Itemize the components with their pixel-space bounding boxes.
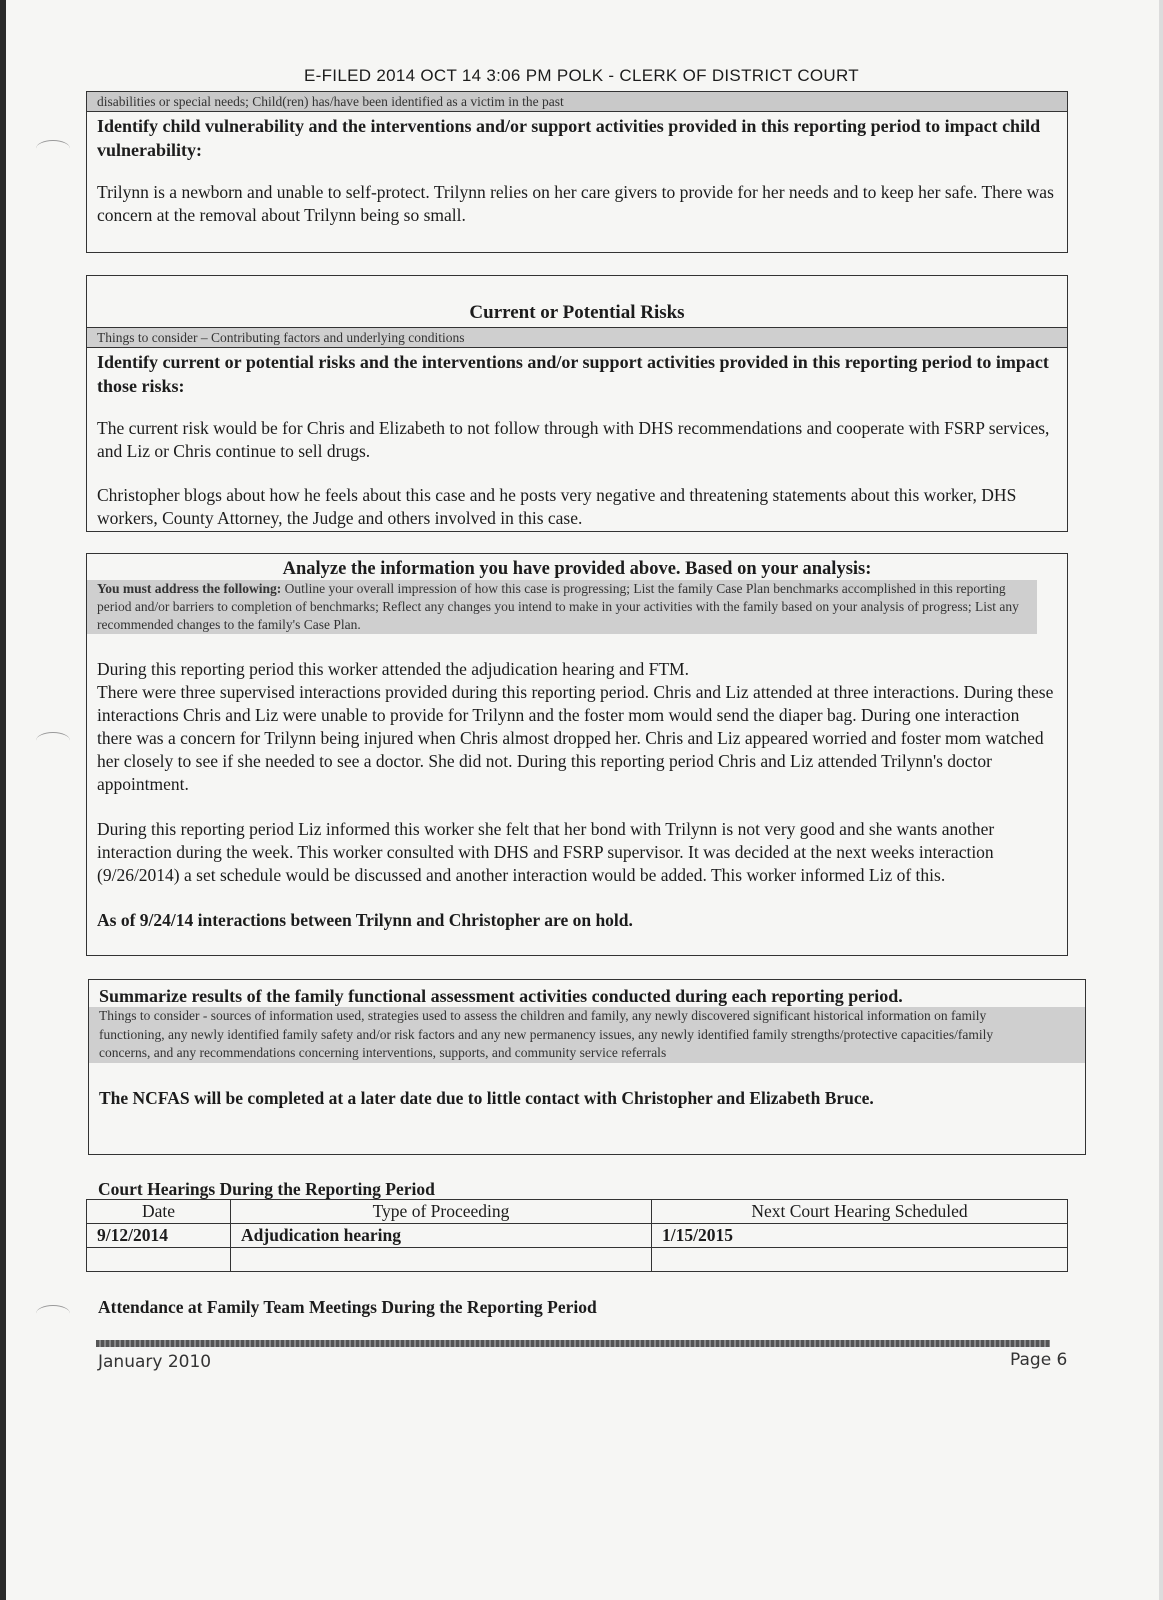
footer-date: January 2010 bbox=[98, 1352, 212, 1372]
table-cell: Adjudication hearing bbox=[231, 1224, 652, 1248]
table-cell bbox=[87, 1248, 231, 1272]
column-header: Date bbox=[87, 1200, 231, 1224]
section-body: The NCFAS will be completed at a later date due to little contact with Christopher and Elizabeth Bruce. bbox=[99, 1087, 874, 1108]
section-question: Identify child vulnerability and the interventions and/or support activities provided in this reporting period to impact child vulnerability: bbox=[97, 116, 1041, 160]
analysis-section bbox=[86, 553, 1068, 956]
scan-edge-right bbox=[1159, 0, 1163, 1600]
column-header: Type of Proceeding bbox=[231, 1200, 652, 1224]
section-title: Current or Potential Risks bbox=[469, 302, 685, 323]
shaded-guidance: Things to consider - sources of information used, strategies used to assess the children and family, any newly discovered significant historical information on family functioning, any newly identified family safety and/or risk factors and any new permanency issues, any newly identified family strengths/protective capacities/family concerns, and any recommendations concerning interventions, supports, and community service referrals bbox=[89, 1007, 1085, 1063]
table-row bbox=[87, 1224, 1068, 1248]
table-cell bbox=[652, 1248, 1068, 1272]
table-cell bbox=[231, 1248, 652, 1272]
shaded-guidance-lead: You must address the following: bbox=[97, 581, 282, 596]
footer-rule bbox=[96, 1340, 1050, 1347]
table-header-row bbox=[87, 1200, 1068, 1224]
shaded-guidance-text: Outline your overall impression of how this case is progressing; List the family Case Plan benchmarks accomplished in this reporting period and/or barriers to completion of benchmarks; Reflect any changes you intend to make in your activities with the family based on your analysis of progress; List any recommended changes to the family's Case Plan. bbox=[97, 581, 1019, 632]
shaded-guidance: Things to consider – Contributing factors and underlying conditions bbox=[87, 327, 1067, 348]
section-body-hold: As of 9/24/14 interactions between Trilynn and Christopher are on hold. bbox=[97, 910, 633, 930]
shaded-guidance: disabilities or special needs; Child(ren) has/have been identified as a victim in the past bbox=[87, 92, 1067, 112]
section-title: Summarize results of the family functional assessment activities conducted during each reporting period. bbox=[99, 986, 903, 1006]
table-cell: 9/12/2014 bbox=[87, 1224, 231, 1248]
ftm-title: Attendance at Family Team Meetings During the Reporting Period bbox=[98, 1297, 597, 1317]
punch-hole-mark bbox=[36, 140, 70, 157]
summary-section bbox=[88, 979, 1086, 1155]
section-body: Christopher blogs about how he feels about this case and he posts very negative and threatening statements about this worker, DHS workers, County Attorney, the Judge and others involved in this case. bbox=[97, 485, 1017, 528]
hearings-table bbox=[86, 1199, 1068, 1272]
punch-hole-mark bbox=[36, 1305, 70, 1322]
vulnerability-section bbox=[86, 91, 1068, 253]
section-body: There were three supervised interactions provided during this reporting period. Chris and Liz attended at three interactions. During these interactions Chris and Liz were unable to provide for Trilynn and the foster mom would send the diaper bag. During one interaction there was a concern for Trilynn being injured when Chris almost dropped her. Chris and Liz appeared worried and foster mom watched her closely to see if she needed to see a doctor. She did not. During this reporting period Chris and Liz attended Trilynn's doctor appointment. bbox=[97, 682, 1054, 794]
risks-section bbox=[86, 275, 1068, 532]
column-header: Next Court Hearing Scheduled bbox=[652, 1200, 1068, 1224]
efiled-stamp: E-FILED 2014 OCT 14 3:06 PM POLK - CLERK OF DISTRICT COURT bbox=[304, 66, 859, 85]
section-body: During this reporting period this worker attended the adjudication hearing and FTM. bbox=[97, 659, 689, 679]
table-cell: 1/15/2015 bbox=[652, 1224, 1068, 1248]
section-question: Identify current or potential risks and the interventions and/or support activities provided in this reporting period to impact those risks: bbox=[97, 352, 1049, 396]
section-body: During this reporting period Liz informed this worker she felt that her bond with Trilynn is not very good and she wants another interaction during the week. This worker consulted with DHS and FSRP supervisor. It was decided at the next weeks interaction (9/26/2014) a set schedule would be discussed and another interaction would be added. This worker informed Liz of this. bbox=[97, 819, 995, 885]
hearings-title: Court Hearings During the Reporting Period bbox=[98, 1179, 435, 1199]
page-number: Page 6 bbox=[1010, 1350, 1068, 1370]
section-body: The current risk would be for Chris and Elizabeth to not follow through with DHS recommendations and cooperate with FSRP services, and Liz or Chris continue to sell drugs. bbox=[97, 418, 1050, 461]
scan-edge bbox=[0, 0, 6, 1600]
section-body: Trilynn is a newborn and unable to self-protect. Trilynn relies on her care givers to provide for her needs and to keep her safe. There was concern at the removal about Trilynn being so small. bbox=[97, 182, 1054, 225]
punch-hole-mark bbox=[36, 732, 70, 749]
table-row bbox=[87, 1248, 1068, 1272]
section-title: Analyze the information you have provided above. Based on your analysis: bbox=[282, 559, 872, 579]
shaded-guidance bbox=[87, 580, 1037, 634]
